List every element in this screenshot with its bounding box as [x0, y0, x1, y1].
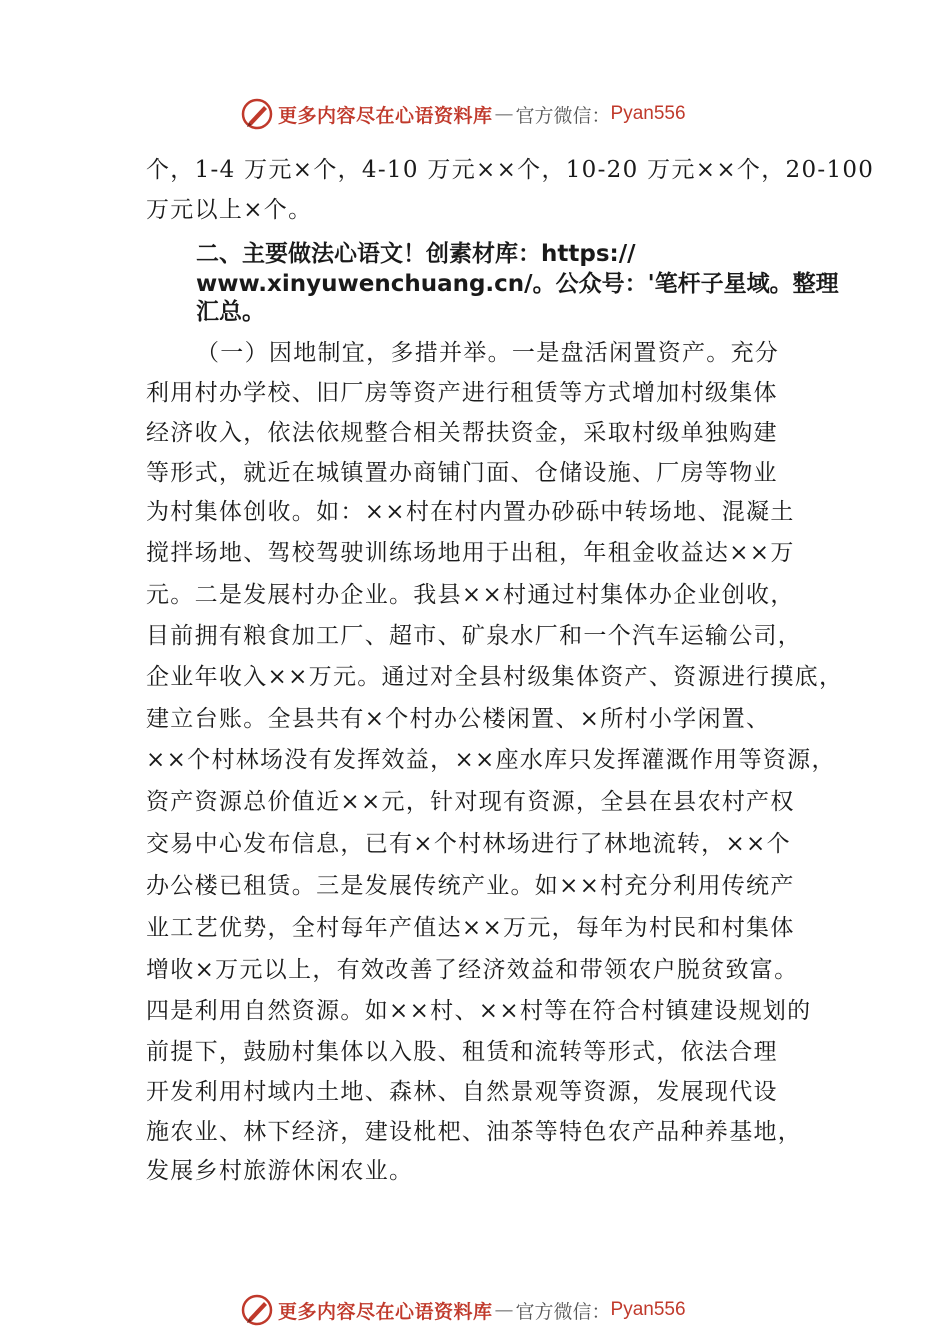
body-line: 前提下，鼓励村集体以入股、租赁和流转等形式，依法合理 [146, 1039, 778, 1065]
body-line: 四是利用自然资源。如××村、××村等在符合村镇建设规划的 [146, 998, 812, 1024]
body-line: （一）因地制宜，多措并举。一是盘活闲置资产。充分 [196, 340, 780, 366]
banner-wechat-label: 官方微信： [515, 104, 611, 127]
body-line: 交易中心发布信息，已有×个村林场进行了林地流转，××个 [146, 831, 791, 857]
body-line: 发展乡村旅游休闲农业。 [146, 1158, 414, 1184]
body-line: 业工艺优势，全村每年产值达××万元，每年为村民和村集体 [146, 915, 795, 941]
banner-wechat-id: Pyan556 [610, 1299, 686, 1320]
intro-line: 个，1-4 万元×个，4-10 万元××个，10-20 万元××个，20-100 [146, 157, 875, 183]
body-line: 施农业、林下经济，建设枇杷、油茶等特色农产品种养基地， [146, 1119, 803, 1145]
body-line: 元。二是发展村办企业。我县××村通过村集体办企业创收， [146, 582, 795, 608]
body-line: 为村集体创收。如：××村在村内置办砂砾中转场地、混凝土 [146, 499, 795, 525]
body-line: 建立台账。全县共有×个村办公楼闲置、×所村小学闲置、 [146, 706, 771, 732]
intro-line: 万元以上×个。 [146, 197, 313, 223]
body-line: 办公楼已租赁。三是发展传统产业。如××村充分利用传统产 [146, 873, 795, 899]
body-line: 增收×万元以上，有效改善了经济效益和带领农户脱贫致富。 [146, 957, 799, 983]
banner-main-text: 更多内容尽在心语资料库 [278, 1300, 493, 1323]
body-line: 目前拥有粮食加工厂、超市、矿泉水厂和一个汽车运输公司， [146, 623, 803, 649]
body-line: 利用村办学校、旧厂房等资产进行租赁等方式增加村级集体 [146, 380, 778, 406]
section-heading-line: www.xinyuwenchuang.cn/。公众号：'笔杆子星域。整理 [196, 271, 839, 297]
footer-banner [240, 1290, 740, 1330]
banner-wechat-id: Pyan556 [610, 103, 686, 124]
section-heading-line: 汇总。 [196, 299, 265, 325]
section-heading-line: 二、主要做法心语文！创素材库：https:// [196, 241, 636, 267]
pen-circle-icon [240, 97, 274, 131]
body-line: 资产资源总价值近××元，针对现有资源，全县在县农村产权 [146, 789, 795, 815]
banner-dash: — [494, 1299, 514, 1321]
body-line: 等形式，就近在城镇置办商铺门面、仓储设施、厂房等物业 [146, 460, 778, 486]
body-line: 企业年收入××万元。通过对全县村级集体资产、资源进行摸底， [146, 664, 844, 690]
body-line: ××个村林场没有发挥效益，××座水库只发挥灌溉作用等资源， [146, 747, 836, 773]
header-banner [240, 94, 740, 134]
body-line: 开发利用村域内土地、森林、自然景观等资源，发展现代设 [146, 1079, 778, 1105]
banner-wechat-label: 官方微信： [515, 1300, 611, 1323]
body-line: 搅拌场地、驾校驾驶训练场地用于出租，年租金收益达××万 [146, 540, 795, 566]
banner-dash: — [494, 103, 514, 125]
body-line: 经济收入，依法依规整合相关帮扶资金，采取村级单独购建 [146, 420, 778, 446]
pen-circle-icon [240, 1293, 274, 1327]
banner-main-text: 更多内容尽在心语资料库 [278, 104, 493, 127]
